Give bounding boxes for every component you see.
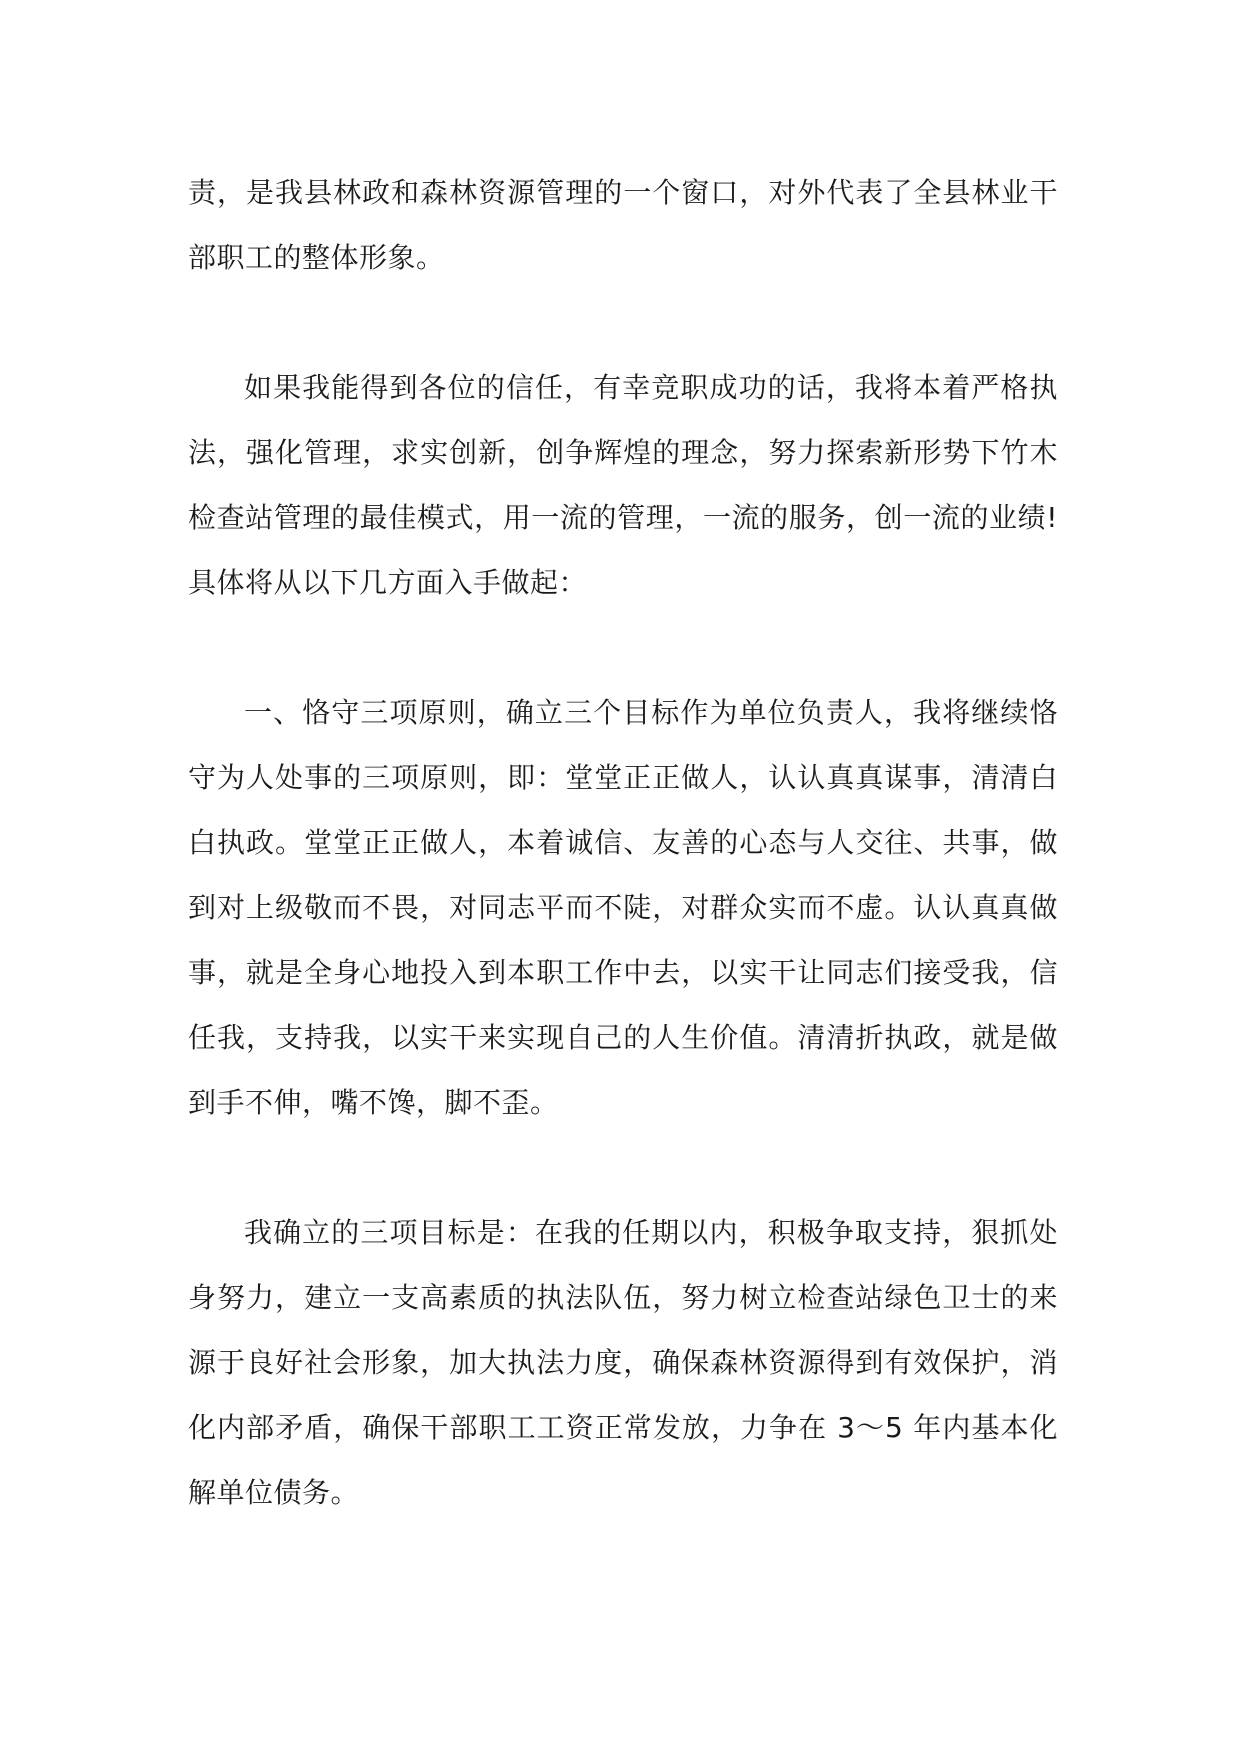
document-body	[188, 160, 1058, 1525]
paragraph-three-goals: 我确立的三项目标是：在我的任期以内，积极争取支持，狠抓处身努力，建立一支高素质的执法队伍，努力树立检查站绿色卫士的来源于良好社会形象，加大执法力度，确保森林资源得到有效保护，消化内部矛盾，确保干部职工工资正常发放，力争在 3～5 年内基本化解单位债务。	[188, 1216, 1058, 1509]
paragraph-commitment: 如果我能得到各位的信任，有幸竞职成功的话，我将本着严格执法，强化管理，求实创新，创争辉煌的理念，努力探索新形势下竹木检查站管理的最佳模式，用一流的管理，一流的服务，创一流的业绩!具体将从以下几方面入手做起：	[188, 371, 1058, 599]
paragraph-three-principles: 一、恪守三项原则，确立三个目标作为单位负责人，我将继续恪守为人处事的三项原则，即：堂堂正正做人，认认真真谋事，清清白白执政。堂堂正正做人，本着诚信、友善的心态与人交往、共事，做到对上级敬而不畏，对同志平而不陡，对群众实而不虚。认认真真做事，就是全身心地投入到本职工作中去，以实干让同志们接受我，信任我，支持我，以实干来实现自己的人生价值。清清折执政，就是做到手不伸，嘴不馋，脚不歪。	[188, 696, 1058, 1119]
paragraph-continuation: 责，是我县林政和森林资源管理的一个窗口，对外代表了全县林业干部职工的整体形象。	[188, 176, 1058, 274]
